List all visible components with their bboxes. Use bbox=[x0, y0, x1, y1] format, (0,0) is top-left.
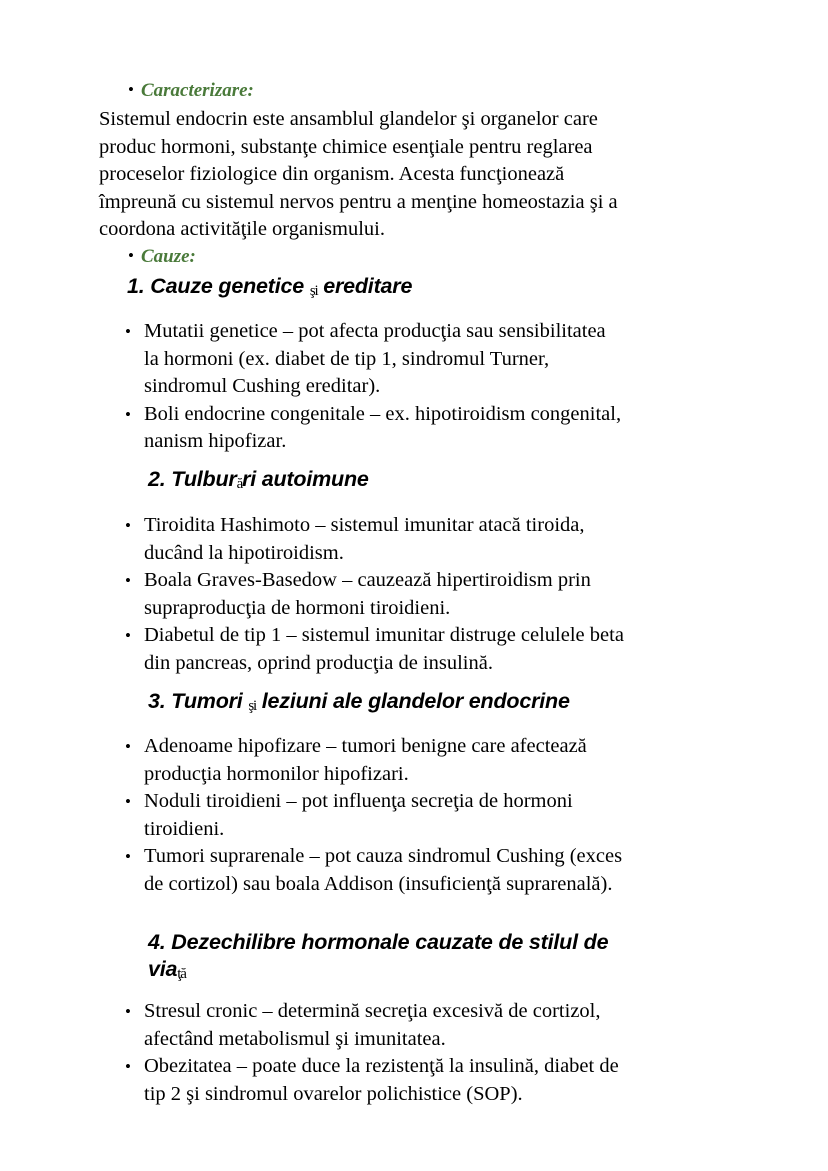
bullet-icon: • bbox=[125, 1057, 131, 1076]
list-item bbox=[125, 843, 630, 898]
subsection-heading-2 bbox=[148, 466, 628, 496]
subsection-heading-1 bbox=[127, 273, 627, 303]
subsection-2-diacritic-glyph: ă bbox=[236, 475, 243, 492]
subsection-4-diacritic-glyph: ţă bbox=[177, 965, 186, 982]
list-item-text: Boli endocrine congenitale – ex. hipotiroidism congenital, nanism hipofizar. bbox=[144, 402, 622, 452]
list-item bbox=[125, 1053, 630, 1108]
bullet-icon: • bbox=[125, 737, 131, 756]
bullet-icon: • bbox=[128, 80, 134, 99]
list-item-text: Boala Graves-Basedow – cauzează hipertiroidism prin supraproducţia de hormoni tiroidieni. bbox=[144, 569, 591, 619]
subsection-1-title-part-a: Cauze genetice bbox=[144, 274, 310, 298]
bullet-icon: • bbox=[125, 571, 131, 590]
list-item bbox=[125, 622, 625, 677]
subsection-4-number: 4. bbox=[148, 930, 166, 954]
list-item bbox=[125, 788, 630, 843]
subsection-2-title-part-b: ri autoimune bbox=[242, 467, 369, 491]
subsection-3-list bbox=[125, 733, 630, 898]
subsection-1-number: 1. bbox=[127, 274, 145, 298]
list-item-text: Tiroidita Hashimoto – sistemul imunitar atacă tiroida, ducând la hipotiroidism. bbox=[144, 514, 585, 564]
subsection-1-diacritic-glyph: şi bbox=[309, 282, 318, 299]
bullet-icon: • bbox=[125, 516, 131, 535]
bullet-icon: • bbox=[125, 404, 131, 424]
subsection-2-title-part-a: Tulbur bbox=[165, 467, 237, 491]
subsection-3-title-part-a: Tumori bbox=[165, 689, 249, 713]
subsection-heading-4 bbox=[148, 929, 618, 986]
list-item bbox=[125, 318, 625, 401]
list-item bbox=[125, 401, 625, 456]
list-item bbox=[125, 733, 630, 788]
bullet-icon: • bbox=[125, 1002, 131, 1021]
subsection-3-number: 3. bbox=[148, 689, 166, 713]
bullet-icon: • bbox=[125, 847, 131, 866]
subsection-2-number: 2. bbox=[148, 467, 166, 491]
bullet-icon: • bbox=[128, 246, 134, 265]
bullet-icon: • bbox=[125, 626, 131, 645]
subsection-3-diacritic-glyph: şi bbox=[248, 697, 256, 714]
subsection-heading-3 bbox=[148, 688, 648, 718]
list-item-text: Obezitatea – poate duce la rezistenţă la insulină, diabet de tip 2 şi sindromul ovarelor polichistice (SOP). bbox=[144, 1055, 619, 1105]
subsection-1-title-part-b: ereditare bbox=[317, 274, 413, 298]
subsection-1-list bbox=[125, 318, 625, 456]
list-item-text: Stresul cronic – determină secreţia excesivă de cortizol, afectând metabolismul şi imunitatea. bbox=[144, 1000, 601, 1050]
section-heading-cauze bbox=[128, 247, 196, 268]
subsection-2-list bbox=[125, 512, 625, 677]
bullet-icon: • bbox=[125, 792, 131, 811]
section-heading-caracterizare bbox=[128, 81, 254, 102]
list-item-text: Adenoame hipofizare – tumori benigne care afectează producţia hormonilor hipofizari. bbox=[144, 735, 587, 785]
list-item-text: Tumori suprarenale – pot cauza sindromul Cushing (exces de cortizol) sau boala Addison (insuficienţă suprarenală). bbox=[144, 845, 623, 895]
subsection-4-list bbox=[125, 998, 630, 1108]
caracterizare-paragraph: Sistemul endocrin este ansamblul glandelor şi organelor care produc hormoni, substanţe chimice esenţiale pentru reglarea proceselor fiziologice din organism. Acesta funcţionează împreună cu sistemul nervos pentru a menţine homeostazia şi a coordona activităţile organismului. bbox=[99, 108, 618, 240]
section-heading-caracterizare-label: Caracterizare: bbox=[140, 80, 254, 101]
list-item bbox=[125, 512, 625, 567]
list-item bbox=[125, 998, 630, 1053]
list-item-text: Mutatii genetice – pot afecta producţia sau sensibilitatea la hormoni (ex. diabet de tip 1, sindromul Turner, sindromul Cushing ereditar). bbox=[144, 320, 606, 397]
list-item-text: Diabetul de tip 1 – sistemul imunitar distruge celulele beta din pancreas, oprind producţia de insulină. bbox=[144, 624, 624, 674]
list-item-text: Noduli tiroidieni – pot influenţa secreţia de hormoni tiroidieni. bbox=[144, 790, 573, 840]
section-heading-cauze-label: Cauze: bbox=[140, 246, 196, 267]
bullet-icon: • bbox=[125, 322, 131, 341]
subsection-4-title-part-a: Dezechilibre hormonale cauzate de stilul de via bbox=[148, 930, 609, 981]
list-item bbox=[125, 567, 625, 622]
subsection-3-title-part-b: leziuni ale glandelor endocrine bbox=[255, 689, 570, 713]
